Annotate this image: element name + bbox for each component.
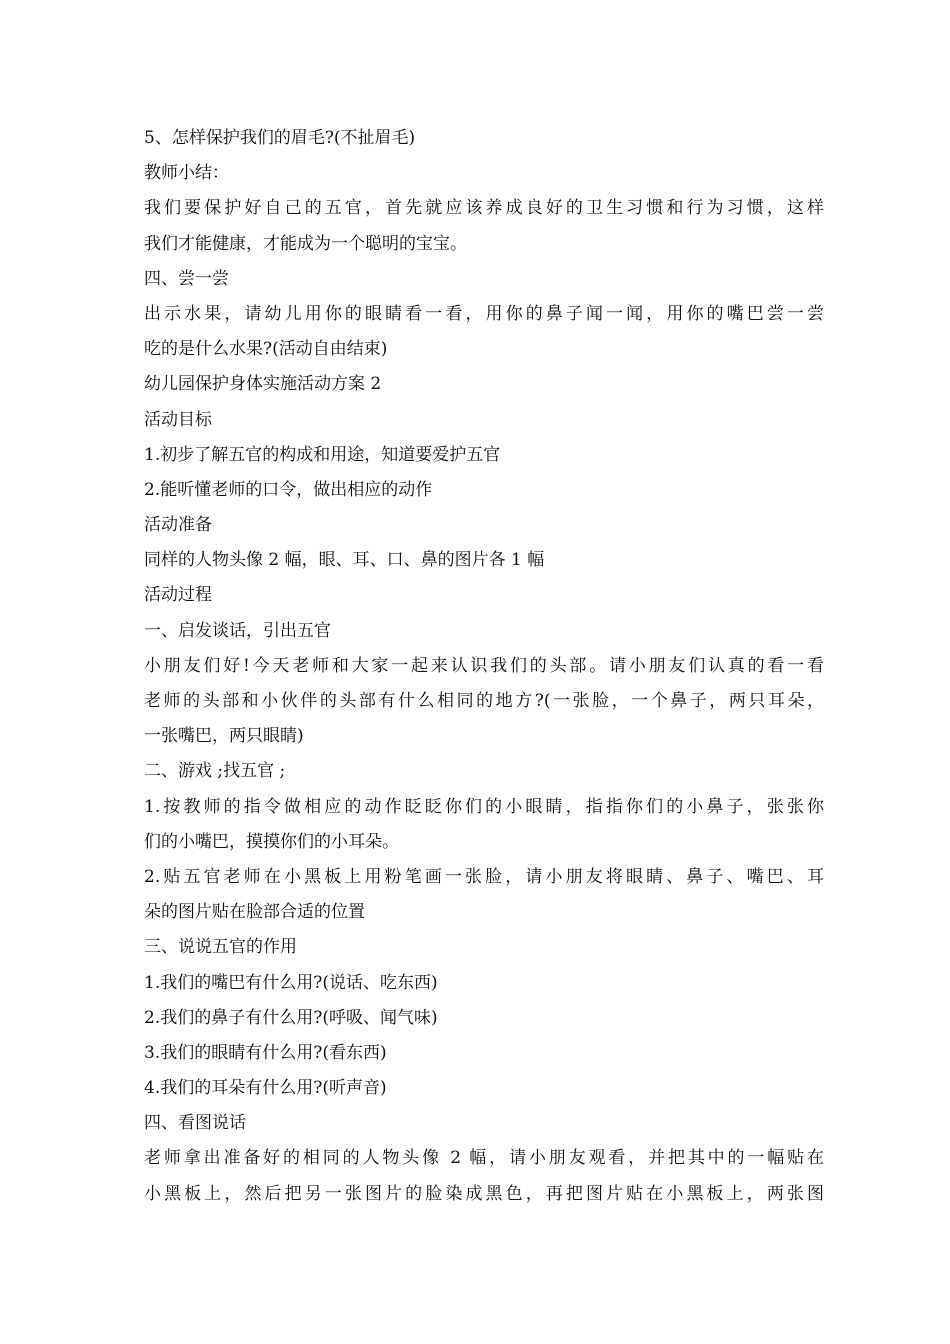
text-line: 朵的图片贴在脸部合适的位置 (144, 902, 365, 923)
text-line: 教师小结： (144, 163, 229, 184)
text-line: 二、游戏 ;找五官 ; (144, 761, 286, 782)
text-line: 老师拿出准备好的相同的人物头像 2 幅，请小朋友观看，并把其中的一幅贴在 (144, 1148, 824, 1169)
text-line: 1.初步了解五官的构成和用途，知道要爱护五官 (144, 444, 501, 465)
text-line: 一、启发谈话，引出五官 (144, 620, 331, 641)
text-line: 四、尝一尝 (144, 268, 229, 289)
text-line: 老师的头部和小伙伴的头部有什么相同的地方?(一张脸，一个鼻子，两只耳朵， (144, 691, 824, 711)
text-line: 活动过程 (144, 585, 212, 606)
document-body (144, 121, 824, 1212)
text-line: 1.我们的嘴巴有什么用?(说话、吃东西) (144, 972, 438, 993)
text-line: 3.我们的眼睛有什么用?(看东西) (144, 1042, 387, 1063)
text-line: 2.贴五官老师在小黑板上用粉笔画一张脸，请小朋友将眼睛、鼻子、嘴巴、耳 (144, 866, 824, 887)
text-line: 同样的人物头像 2 幅，眼、耳、口、鼻的图片各 1 幅 (144, 550, 545, 571)
text-line: 三、说说五官的作用 (144, 937, 297, 958)
text-line: 小黑板上，然后把另一张图片的脸染成黑色，再把图片贴在小黑板上，两张图 (144, 1183, 824, 1204)
text-line: 活动准备 (144, 515, 212, 536)
text-line: 吃的是什么水果?(活动自由结束) (144, 339, 388, 360)
text-line: 们的小嘴巴，摸摸你们的小耳朵。 (144, 831, 399, 852)
text-line: 四、看图说话 (144, 1113, 246, 1134)
text-line: 一张嘴巴，两只眼睛) (144, 726, 304, 747)
text-line: 我们才能健康，才能成为一个聪明的宝宝。 (144, 233, 467, 254)
text-line: 5、怎样保护我们的眉毛?(不扯眉毛) (144, 128, 416, 148)
text-line: 2.我们的鼻子有什么用?(呼吸、闻气味) (144, 1007, 438, 1028)
text-line: 1.按教师的指令做相应的动作眨眨你们的小眼睛，指指你们的小鼻子，张张你 (144, 796, 824, 817)
text-line: 小朋友们好!今天老师和大家一起来认识我们的头部。请小朋友们认真的看一看 (144, 655, 824, 676)
text-line: 活动目标 (144, 409, 212, 430)
text-line: 2.能听懂老师的口令，做出相应的动作 (144, 479, 433, 500)
text-line: 我们要保护好自己的五官，首先就应该养成良好的卫生习惯和行为习惯，这样 (144, 198, 824, 219)
text-line: 幼儿园保护身体实施活动方案 2 (144, 374, 382, 395)
text-line: 出示水果，请幼儿用你的眼睛看一看，用你的鼻子闻一闻，用你的嘴巴尝一尝 (144, 303, 824, 324)
text-line: 4.我们的耳朵有什么用?(听声音) (144, 1078, 387, 1099)
